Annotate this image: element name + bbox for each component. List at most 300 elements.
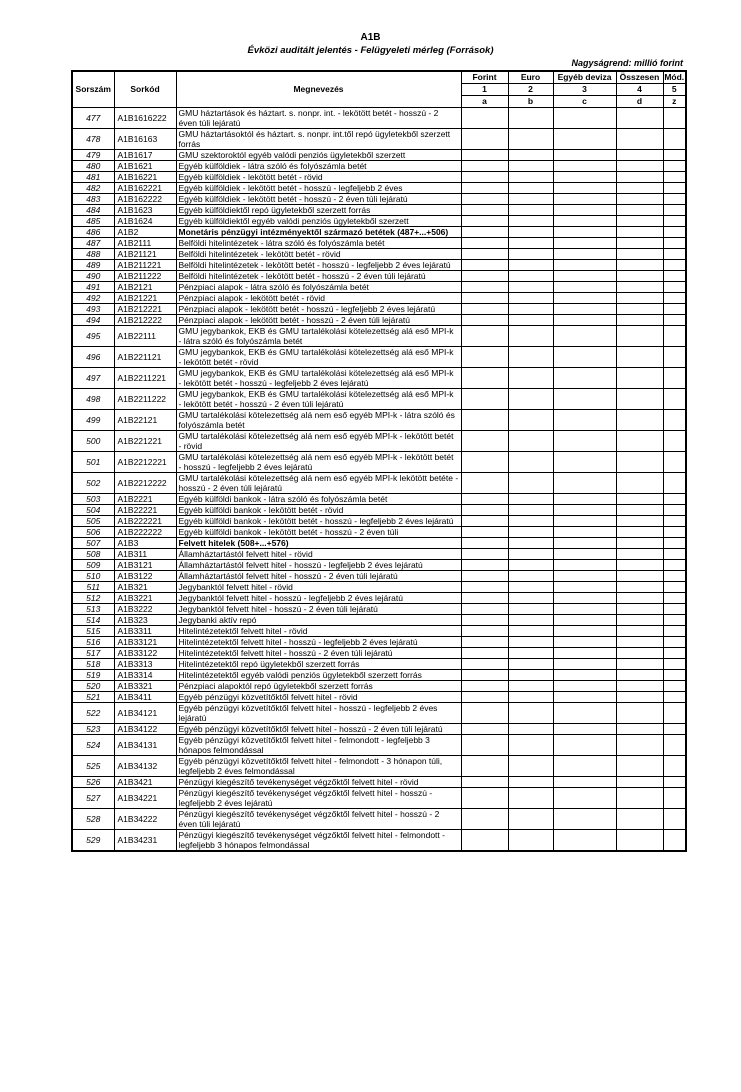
value-cell[interactable] (508, 581, 553, 592)
value-cell[interactable] (553, 204, 616, 215)
row-code: A1B1623 (114, 204, 176, 215)
value-cell[interactable] (663, 702, 686, 723)
value-cell[interactable] (461, 215, 508, 226)
value-cell[interactable] (553, 226, 616, 237)
value-cell[interactable] (663, 248, 686, 259)
value-cell[interactable] (663, 346, 686, 367)
value-cell[interactable] (553, 193, 616, 204)
value-cell[interactable] (553, 614, 616, 625)
value-cell[interactable] (461, 603, 508, 614)
value-cell[interactable] (461, 559, 508, 570)
value-cell[interactable] (616, 702, 663, 723)
value-cell[interactable] (461, 226, 508, 237)
value-cell[interactable] (508, 325, 553, 346)
value-cell[interactable] (553, 270, 616, 281)
value-cell[interactable] (553, 581, 616, 592)
value-cell[interactable] (461, 636, 508, 647)
value-cell[interactable] (663, 755, 686, 776)
row-name: Pénzpiaci alapok - lekötött betét - rövid (176, 292, 461, 303)
col-num-2: 2 (508, 83, 553, 95)
value-cell[interactable] (663, 472, 686, 493)
value-cell[interactable] (461, 107, 508, 128)
value-cell[interactable] (616, 149, 663, 160)
value-cell[interactable] (616, 548, 663, 559)
value-cell[interactable] (616, 723, 663, 734)
value-cell[interactable] (461, 625, 508, 636)
value-cell[interactable] (616, 734, 663, 755)
table-row (72, 259, 686, 270)
value-cell[interactable] (508, 451, 553, 472)
value-cell[interactable] (553, 592, 616, 603)
value-cell[interactable] (461, 248, 508, 259)
value-cell[interactable] (508, 647, 553, 658)
value-cell[interactable] (616, 776, 663, 787)
value-cell[interactable] (663, 430, 686, 451)
value-cell[interactable] (616, 808, 663, 829)
value-cell[interactable] (616, 680, 663, 691)
value-cell[interactable] (461, 504, 508, 515)
value-cell[interactable] (553, 292, 616, 303)
value-cell[interactable] (616, 226, 663, 237)
value-cell[interactable] (553, 171, 616, 182)
value-cell[interactable] (616, 636, 663, 647)
value-cell[interactable] (663, 128, 686, 149)
value-cell[interactable] (553, 182, 616, 193)
value-cell[interactable] (508, 160, 553, 171)
value-cell[interactable] (508, 346, 553, 367)
value-cell[interactable] (663, 669, 686, 680)
value-cell[interactable] (461, 346, 508, 367)
row-name: Pénzpiaci alapoktól repó ügyletekből szerzett forrás (176, 680, 461, 691)
value-cell[interactable] (553, 215, 616, 226)
value-cell[interactable] (553, 559, 616, 570)
value-cell[interactable] (508, 237, 553, 248)
value-cell[interactable] (663, 537, 686, 548)
value-cell[interactable] (461, 281, 508, 292)
value-cell[interactable] (616, 592, 663, 603)
value-cell[interactable] (553, 734, 616, 755)
value-cell[interactable] (553, 702, 616, 723)
value-cell[interactable] (663, 592, 686, 603)
row-number: 521 (72, 691, 114, 702)
value-cell[interactable] (616, 325, 663, 346)
value-cell[interactable] (663, 237, 686, 248)
value-cell[interactable] (461, 702, 508, 723)
value-cell[interactable] (553, 669, 616, 680)
value-cell[interactable] (616, 493, 663, 504)
value-cell[interactable] (508, 515, 553, 526)
value-cell[interactable] (461, 723, 508, 734)
value-cell[interactable] (616, 237, 663, 248)
value-cell[interactable] (616, 504, 663, 515)
value-cell[interactable] (663, 776, 686, 787)
value-cell[interactable] (663, 204, 686, 215)
value-cell[interactable] (663, 808, 686, 829)
value-cell[interactable] (616, 270, 663, 281)
value-cell[interactable] (508, 776, 553, 787)
value-cell[interactable] (553, 248, 616, 259)
value-cell[interactable] (616, 829, 663, 851)
table-row (72, 625, 686, 636)
value-cell[interactable] (616, 451, 663, 472)
value-cell[interactable] (461, 303, 508, 314)
value-cell[interactable] (553, 451, 616, 472)
value-cell[interactable] (461, 493, 508, 504)
value-cell[interactable] (508, 526, 553, 537)
value-cell[interactable] (663, 367, 686, 388)
value-cell[interactable] (461, 808, 508, 829)
value-cell[interactable] (508, 248, 553, 259)
value-cell[interactable] (461, 691, 508, 702)
value-cell[interactable] (508, 702, 553, 723)
value-cell[interactable] (553, 636, 616, 647)
value-cell[interactable] (553, 755, 616, 776)
value-cell[interactable] (461, 149, 508, 160)
row-name: Egyéb pénzügyi közvetítőktől felvett hitel - felmondott - legfeljebb 3 hónapos felmondással (176, 734, 461, 755)
row-name: Jegybanktól felvett hitel - hosszú - 2 éven túli lejáratú (176, 603, 461, 614)
value-cell[interactable] (553, 237, 616, 248)
value-cell[interactable] (663, 787, 686, 808)
value-cell[interactable] (508, 367, 553, 388)
row-number: 491 (72, 281, 114, 292)
value-cell[interactable] (508, 669, 553, 680)
value-cell[interactable] (616, 755, 663, 776)
value-cell[interactable] (508, 625, 553, 636)
value-cell[interactable] (553, 281, 616, 292)
value-cell[interactable] (508, 691, 553, 702)
value-cell[interactable] (553, 515, 616, 526)
value-cell[interactable] (553, 409, 616, 430)
value-cell[interactable] (553, 314, 616, 325)
value-cell[interactable] (461, 658, 508, 669)
value-cell[interactable] (508, 808, 553, 829)
value-cell[interactable] (461, 755, 508, 776)
value-cell[interactable] (663, 734, 686, 755)
value-cell[interactable] (663, 636, 686, 647)
value-cell[interactable] (461, 787, 508, 808)
value-cell[interactable] (663, 409, 686, 430)
value-cell[interactable] (508, 182, 553, 193)
value-cell[interactable] (616, 647, 663, 658)
value-cell[interactable] (553, 537, 616, 548)
value-cell[interactable] (663, 691, 686, 702)
value-cell[interactable] (553, 472, 616, 493)
value-cell[interactable] (508, 270, 553, 281)
value-cell[interactable] (553, 346, 616, 367)
value-cell[interactable] (616, 691, 663, 702)
value-cell[interactable] (553, 723, 616, 734)
value-cell[interactable] (663, 226, 686, 237)
value-cell[interactable] (461, 128, 508, 149)
value-cell[interactable] (616, 314, 663, 325)
value-cell[interactable] (663, 504, 686, 515)
value-cell[interactable] (461, 451, 508, 472)
value-cell[interactable] (663, 270, 686, 281)
value-cell[interactable] (553, 787, 616, 808)
value-cell[interactable] (553, 680, 616, 691)
value-cell[interactable] (508, 193, 553, 204)
value-cell[interactable] (461, 193, 508, 204)
table-row (72, 614, 686, 625)
value-cell[interactable] (508, 787, 553, 808)
value-cell[interactable] (553, 691, 616, 702)
value-cell[interactable] (461, 292, 508, 303)
value-cell[interactable] (461, 160, 508, 171)
value-cell[interactable] (461, 171, 508, 182)
value-cell[interactable] (461, 537, 508, 548)
value-cell[interactable] (461, 592, 508, 603)
value-cell[interactable] (508, 388, 553, 409)
row-number: 478 (72, 128, 114, 149)
value-cell[interactable] (616, 559, 663, 570)
value-cell[interactable] (508, 409, 553, 430)
table-row (72, 451, 686, 472)
value-cell[interactable] (461, 614, 508, 625)
value-cell[interactable] (616, 281, 663, 292)
value-cell[interactable] (553, 658, 616, 669)
value-cell[interactable] (663, 281, 686, 292)
value-cell[interactable] (616, 625, 663, 636)
value-cell[interactable] (461, 776, 508, 787)
value-cell[interactable] (663, 723, 686, 734)
value-cell[interactable] (461, 472, 508, 493)
value-cell[interactable] (508, 259, 553, 270)
value-cell[interactable] (508, 128, 553, 149)
value-cell[interactable] (553, 259, 616, 270)
value-cell[interactable] (663, 215, 686, 226)
col-header-osszesen: Összesen (616, 71, 663, 83)
value-cell[interactable] (461, 680, 508, 691)
row-name: GMU jegybankok, EKB és GMU tartalékolási kötelezettség alá eső MPI-k - lekötött betét - hosszú - legfeljebb 2 éves lejáratú (176, 367, 461, 388)
value-cell[interactable] (508, 226, 553, 237)
value-cell[interactable] (461, 388, 508, 409)
value-cell[interactable] (461, 259, 508, 270)
value-cell[interactable] (461, 829, 508, 851)
value-cell[interactable] (508, 570, 553, 581)
value-cell[interactable] (663, 581, 686, 592)
row-code: A1B2212222 (114, 472, 176, 493)
row-code: A1B34121 (114, 702, 176, 723)
value-cell[interactable] (663, 451, 686, 472)
value-cell[interactable] (508, 559, 553, 570)
col-num-1: 1 (461, 83, 508, 95)
value-cell[interactable] (663, 314, 686, 325)
value-cell[interactable] (616, 259, 663, 270)
value-cell[interactable] (616, 346, 663, 367)
row-code: A1B323 (114, 614, 176, 625)
value-cell[interactable] (461, 182, 508, 193)
value-cell[interactable] (508, 204, 553, 215)
value-cell[interactable] (663, 182, 686, 193)
value-cell[interactable] (663, 388, 686, 409)
value-cell[interactable] (663, 570, 686, 581)
value-cell[interactable] (663, 292, 686, 303)
row-name: Egyéb pénzügyi közvetítőktől felvett hitel - hosszú - legfeljebb 2 éves lejáratú (176, 702, 461, 723)
row-code: A1B33121 (114, 636, 176, 647)
value-cell[interactable] (508, 680, 553, 691)
value-cell[interactable] (663, 614, 686, 625)
value-cell[interactable] (616, 292, 663, 303)
value-cell[interactable] (461, 237, 508, 248)
value-cell[interactable] (461, 430, 508, 451)
row-number: 509 (72, 559, 114, 570)
row-number: 515 (72, 625, 114, 636)
value-cell[interactable] (553, 303, 616, 314)
value-cell[interactable] (508, 614, 553, 625)
row-code: A1B3122 (114, 570, 176, 581)
value-cell[interactable] (663, 647, 686, 658)
value-cell[interactable] (663, 303, 686, 314)
value-cell[interactable] (461, 367, 508, 388)
value-cell[interactable] (616, 614, 663, 625)
value-cell[interactable] (461, 669, 508, 680)
value-cell[interactable] (508, 107, 553, 128)
table-row (72, 281, 686, 292)
value-cell[interactable] (663, 603, 686, 614)
value-cell[interactable] (663, 107, 686, 128)
value-cell[interactable] (508, 603, 553, 614)
value-cell[interactable] (663, 149, 686, 160)
value-cell[interactable] (616, 787, 663, 808)
value-cell[interactable] (461, 581, 508, 592)
value-cell[interactable] (508, 215, 553, 226)
value-cell[interactable] (616, 128, 663, 149)
value-cell[interactable] (553, 603, 616, 614)
value-cell[interactable] (553, 625, 616, 636)
value-cell[interactable] (663, 829, 686, 851)
value-cell[interactable] (616, 204, 663, 215)
value-cell[interactable] (553, 325, 616, 346)
value-cell[interactable] (663, 548, 686, 559)
row-name: Egyéb pénzügyi közvetítőktől felvett hitel - felmondott - 3 hónapon túli, legfeljebb 2 éves felmondással (176, 755, 461, 776)
value-cell[interactable] (508, 658, 553, 669)
value-cell[interactable] (616, 303, 663, 314)
value-cell[interactable] (508, 504, 553, 515)
value-cell[interactable] (616, 367, 663, 388)
value-cell[interactable] (616, 581, 663, 592)
value-cell[interactable] (553, 493, 616, 504)
value-cell[interactable] (553, 647, 616, 658)
value-cell[interactable] (508, 636, 553, 647)
value-cell[interactable] (663, 171, 686, 182)
value-cell[interactable] (616, 215, 663, 226)
value-cell[interactable] (553, 570, 616, 581)
value-cell[interactable] (508, 755, 553, 776)
value-cell[interactable] (663, 193, 686, 204)
value-cell[interactable] (616, 603, 663, 614)
value-cell[interactable] (553, 367, 616, 388)
value-cell[interactable] (461, 325, 508, 346)
value-cell[interactable] (663, 680, 686, 691)
value-cell[interactable] (508, 303, 553, 314)
value-cell[interactable] (508, 314, 553, 325)
value-cell[interactable] (663, 325, 686, 346)
value-cell[interactable] (508, 548, 553, 559)
value-cell[interactable] (461, 647, 508, 658)
value-cell[interactable] (616, 248, 663, 259)
value-cell[interactable] (616, 388, 663, 409)
value-cell[interactable] (508, 537, 553, 548)
value-cell[interactable] (508, 493, 553, 504)
value-cell[interactable] (616, 107, 663, 128)
value-cell[interactable] (616, 472, 663, 493)
value-cell[interactable] (461, 314, 508, 325)
value-cell[interactable] (616, 193, 663, 204)
value-cell[interactable] (616, 515, 663, 526)
value-cell[interactable] (553, 504, 616, 515)
row-name: Belföldi hitelintézetek - lekötött betét - hosszú - 2 éven túli lejáratú (176, 270, 461, 281)
value-cell[interactable] (461, 409, 508, 430)
value-cell[interactable] (461, 515, 508, 526)
value-cell[interactable] (508, 829, 553, 851)
value-cell[interactable] (508, 734, 553, 755)
row-name: Pénzpiaci alapok - lekötött betét - hosszú - 2 éven túli lejáratú (176, 314, 461, 325)
value-cell[interactable] (553, 808, 616, 829)
value-cell[interactable] (508, 430, 553, 451)
value-cell[interactable] (663, 493, 686, 504)
value-cell[interactable] (508, 723, 553, 734)
value-cell[interactable] (508, 592, 553, 603)
value-cell[interactable] (663, 515, 686, 526)
value-cell[interactable] (553, 107, 616, 128)
value-cell[interactable] (553, 128, 616, 149)
value-cell[interactable] (461, 734, 508, 755)
value-cell[interactable] (616, 658, 663, 669)
row-name: Pénzügyi kiegészítő tevékenységet végzőktől felvett hitel - hosszú - legfeljebb 2 éves lejáratú (176, 787, 461, 808)
value-cell[interactable] (553, 149, 616, 160)
value-cell[interactable] (616, 409, 663, 430)
value-cell[interactable] (616, 182, 663, 193)
value-cell[interactable] (461, 204, 508, 215)
value-cell[interactable] (663, 658, 686, 669)
value-cell[interactable] (616, 171, 663, 182)
value-cell[interactable] (553, 829, 616, 851)
value-cell[interactable] (461, 548, 508, 559)
value-cell[interactable] (508, 281, 553, 292)
table-row (72, 128, 686, 149)
value-cell[interactable] (461, 526, 508, 537)
table-row (72, 182, 686, 193)
value-cell[interactable] (461, 270, 508, 281)
value-cell[interactable] (616, 669, 663, 680)
value-cell[interactable] (616, 537, 663, 548)
table-row (72, 734, 686, 755)
value-cell[interactable] (553, 548, 616, 559)
value-cell[interactable] (553, 160, 616, 171)
value-cell[interactable] (508, 292, 553, 303)
row-code: A1B22121 (114, 409, 176, 430)
value-cell[interactable] (508, 472, 553, 493)
value-cell[interactable] (461, 570, 508, 581)
value-cell[interactable] (616, 526, 663, 537)
value-cell[interactable] (553, 526, 616, 537)
value-cell[interactable] (553, 430, 616, 451)
value-cell[interactable] (616, 160, 663, 171)
value-cell[interactable] (508, 171, 553, 182)
row-code: A1B3221 (114, 592, 176, 603)
value-cell[interactable] (553, 776, 616, 787)
row-code: A1B2211221 (114, 367, 176, 388)
value-cell[interactable] (616, 570, 663, 581)
value-cell[interactable] (663, 160, 686, 171)
value-cell[interactable] (663, 625, 686, 636)
value-cell[interactable] (616, 430, 663, 451)
value-cell[interactable] (553, 388, 616, 409)
value-cell[interactable] (508, 149, 553, 160)
value-cell[interactable] (663, 259, 686, 270)
value-cell[interactable] (663, 559, 686, 570)
value-cell[interactable] (663, 526, 686, 537)
